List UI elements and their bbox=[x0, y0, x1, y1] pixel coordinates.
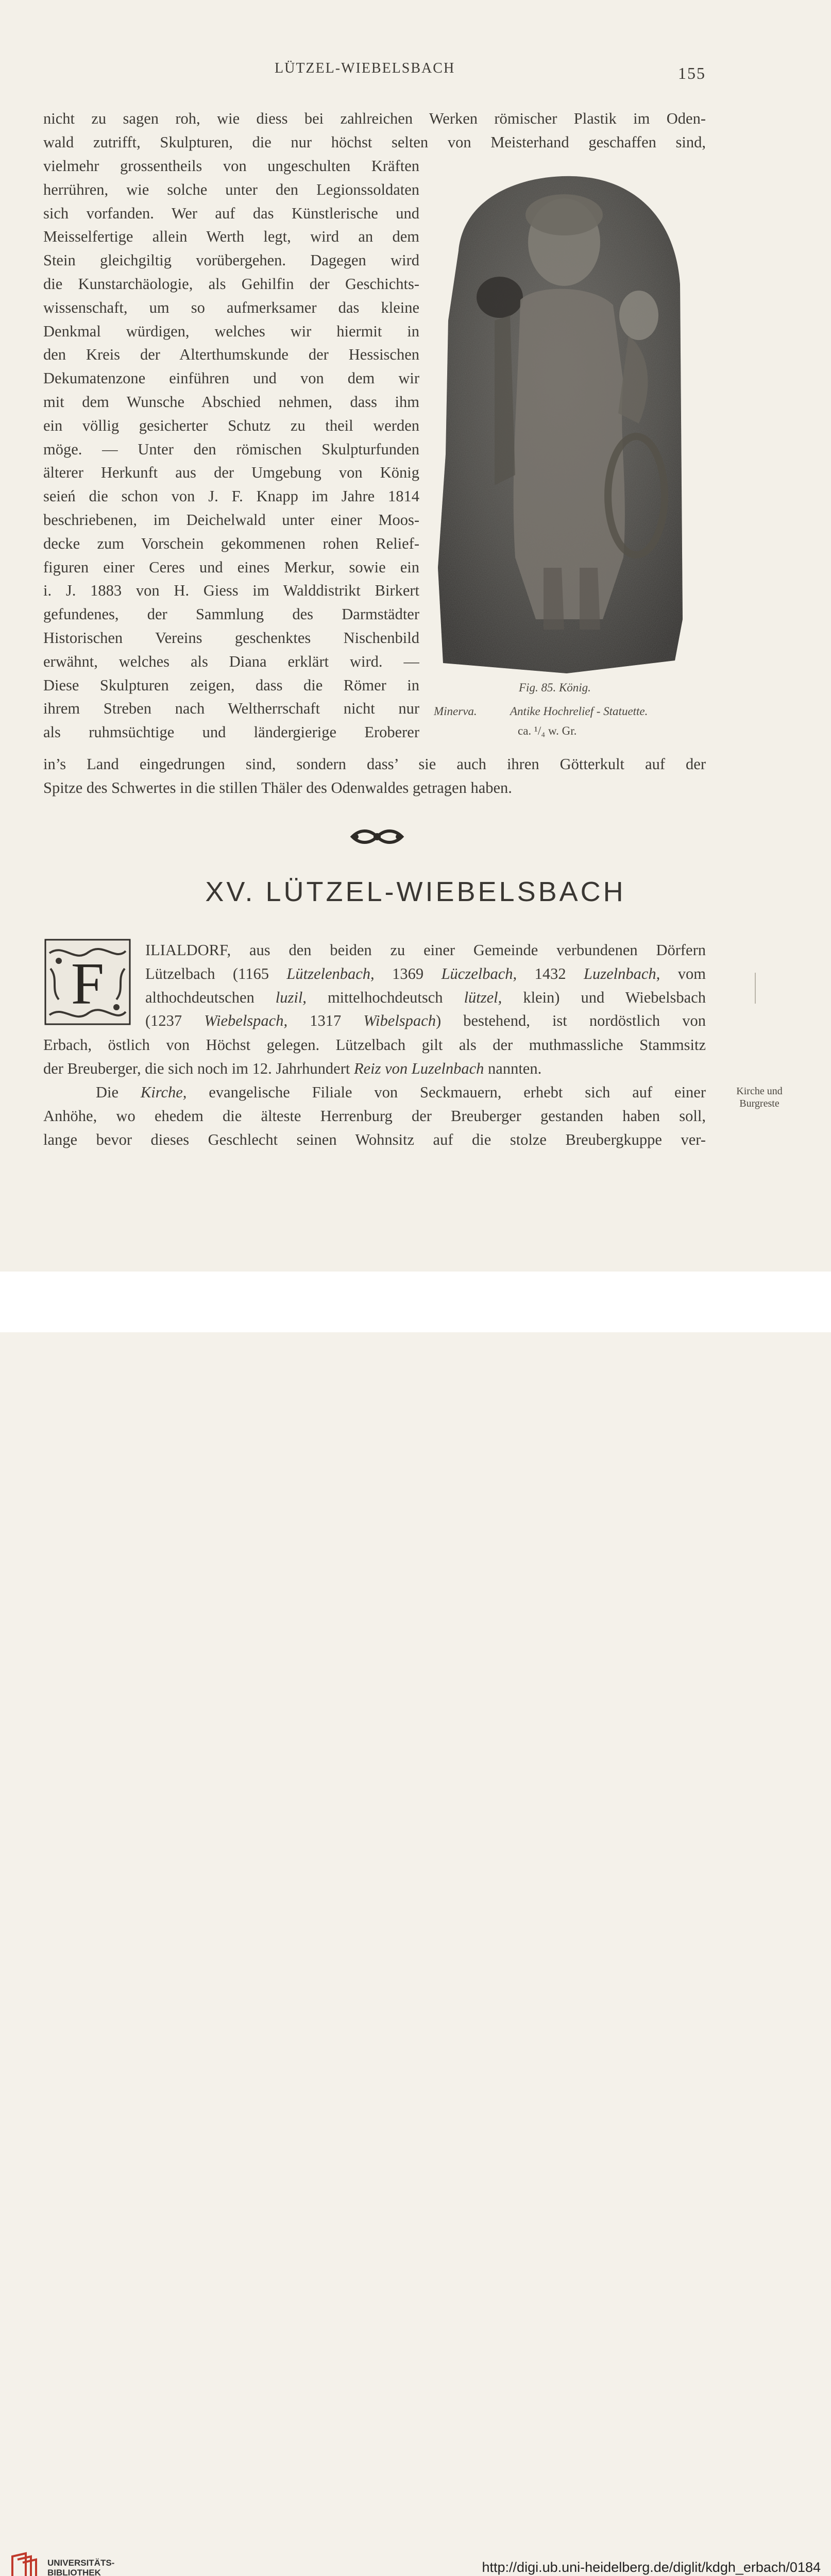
paragraph-3-first bbox=[96, 1081, 706, 1105]
text-line: ein völlig gesicherter Schutz zu theil werden bbox=[43, 416, 419, 434]
svg-text:F: F bbox=[71, 951, 105, 1017]
text-line: möge. — Unter den römischen Skulpturfunden bbox=[43, 440, 419, 458]
figure-caption-title: Fig. 85. König. bbox=[519, 681, 591, 694]
text-line: lange bevor dieses Geschlecht seinen Wohnsitz auf die stolze Breubergkuppe ver- bbox=[43, 1130, 706, 1148]
text-line: Meisselfertige allein Werth legt, wird an dem bbox=[43, 228, 419, 246]
text-line: decke zum Vorschein gekommenen rohen Relief- bbox=[43, 534, 419, 552]
library-logo-icon bbox=[8, 2551, 41, 2576]
minerva-relief-photo bbox=[433, 166, 698, 676]
text-line: als ruhmsüchtige und ländergierige Eroberer bbox=[43, 723, 419, 741]
figure-caption-description: Antike Hochrelief - Statuette. bbox=[510, 705, 648, 718]
text-line: (1237 Wiebelspach, 1317 Wibelspach) bestehend, ist nordöstlich von bbox=[145, 1012, 706, 1030]
text-line: wald zutrifft, Skulpturen, die nur höchst selten von Meisterhand geschaffen sind, bbox=[43, 133, 706, 151]
text-line: Die Kirche, evangelische Filiale von Seckmauern, erhebt sich auf einer bbox=[96, 1083, 706, 1101]
running-head: LÜTZEL-WIEBELSBACH bbox=[275, 60, 455, 76]
source-url-link[interactable]: http://digi.ub.uni-heidelberg.de/diglit/kdgh_erbach/0184 bbox=[482, 2560, 821, 2575]
book-page bbox=[0, 0, 831, 1272]
text-line: vielmehr grossentheils von ungeschulten Kräften bbox=[43, 157, 419, 175]
digitization-footer bbox=[0, 1272, 831, 2576]
chapter-title: XV. LÜTZEL-WIEBELSBACH bbox=[205, 876, 626, 907]
margin-note: Kirche und Burgreste bbox=[736, 1086, 783, 1109]
decorated-initial-f bbox=[43, 938, 132, 1026]
paragraph-1-top bbox=[43, 107, 706, 155]
text-line: ihrem Streben nach Weltherrschaft nicht nur bbox=[43, 700, 419, 718]
margin-rule bbox=[755, 973, 756, 1004]
text-line: i. J. 1883 von H. Giess im Walddistrikt Birkert bbox=[43, 582, 419, 600]
text-line: Erbach, östlich von Höchst gelegen. Lützelbach gilt als der muthmassliche Stammsitz bbox=[43, 1036, 706, 1054]
paragraph-2-full bbox=[43, 1033, 706, 1081]
text-line: in’s Land eingedrungen sind, sondern dass’ sie auch ihren Götterkult auf der bbox=[43, 755, 706, 773]
text-line: Dekumatenzone einführen und von dem wir bbox=[43, 369, 419, 387]
text-line: Stein gleichgiltig vorübergehen. Dagegen wird bbox=[43, 251, 419, 269]
text-line: sich vorfanden. Wer auf das Künstlerische und bbox=[43, 204, 419, 222]
text-line: beschriebenen, im Deichelwald unter einer Moos- bbox=[43, 511, 419, 529]
text-line: gefundenes, der Sammlung des Darmstädter bbox=[43, 605, 419, 623]
text-line: althochdeutschen luzil, mittelhochdeutsch lützel, klein) und Wiebelsbach bbox=[145, 988, 706, 1006]
text-line: Denkmal würdigen, welches wir hiermit in bbox=[43, 322, 419, 340]
text-line: nicht zu sagen roh, wie diess bei zahlreichen Werken römischer Plastik im Oden- bbox=[43, 110, 706, 127]
text-line: mit dem Wunsche Abschied nehmen, dass ihm bbox=[43, 393, 419, 411]
text-line: erwähnt, welches als Diana erklärt wird. — bbox=[43, 652, 419, 670]
text-line: Historischen Vereins geschenktes Nischenbild bbox=[43, 629, 419, 647]
text-line: ILIALDORF, aus den beiden zu einer Gemeinde verbundenen Dörfern bbox=[145, 941, 706, 959]
figure-caption-scale: ca. ¹/₄ w. Gr. bbox=[518, 724, 577, 737]
paragraph-1-narrow bbox=[43, 155, 419, 744]
text-line: herrühren, wie solche unter den Legionssoldaten bbox=[43, 180, 419, 198]
text-line: den Kreis der Alterthumskunde der Hessischen bbox=[43, 346, 419, 364]
paragraph-3-rest bbox=[43, 1105, 706, 1152]
text-line: figuren einer Ceres und eines Merkur, sowie ein bbox=[43, 558, 419, 576]
text-line: wissenschaft, um so aufmerksamer das kleine bbox=[43, 298, 419, 316]
library-name: UNIVERSITÄTS- BIBLIOTHEK bbox=[47, 2558, 115, 2576]
text-line: Lützelbach (1165 Lützelenbach, 1369 Lüczelbach, 1432 Luzelnbach, vom bbox=[145, 964, 706, 982]
paragraph-2-indented bbox=[145, 939, 706, 1033]
text-line: älterer Herkunft aus der Umgebung von König bbox=[43, 464, 419, 482]
paragraph-1-end bbox=[43, 753, 706, 800]
text-line: Diese Skulpturen zeigen, dass die Römer in bbox=[43, 676, 419, 694]
figure-caption-subject: Minerva. bbox=[434, 705, 477, 718]
text-line: Anhöhe, wo ehedem die älteste Herrenburg der Breuberger gestanden haben soll, bbox=[43, 1107, 706, 1125]
fleuron-ornament bbox=[349, 826, 405, 847]
text-line: der Breuberger, die sich noch im 12. Jahrhundert Reiz von Luzelnbach nannten. bbox=[43, 1059, 542, 1077]
text-line: seień die schon von J. F. Knapp im Jahre 1814 bbox=[43, 487, 419, 505]
text-line: die Kunstarchäologie, als Gehilfin der Geschichts- bbox=[43, 275, 419, 293]
page-number: 155 bbox=[678, 64, 706, 82]
text-line: Spitze des Schwertes in die stillen Thäler des Odenwaldes getragen haben. bbox=[43, 778, 512, 796]
